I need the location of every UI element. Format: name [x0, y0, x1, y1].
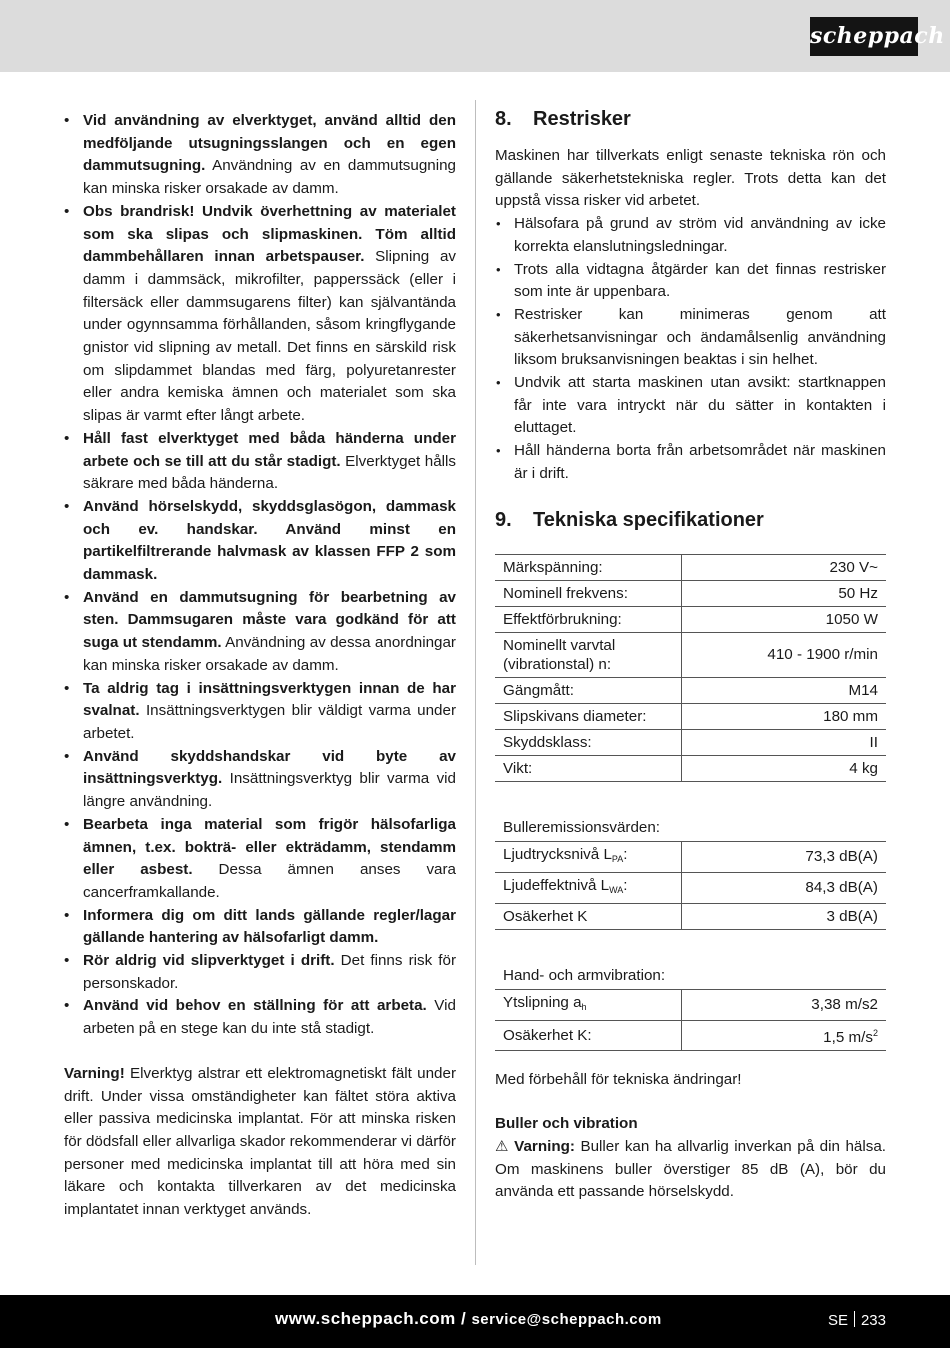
spec-table — [495, 554, 886, 1051]
warning-triangle-icon: ⚠ — [495, 1138, 509, 1156]
table-row: Osäkerhet K: 1,5 $m/s^2$ — [495, 1020, 886, 1050]
scheppach-logo: scheppach — [810, 17, 918, 56]
list-item: • Använd en dammutsugning för bearbetning av sten. Dammsugaren måste vara godkänd för att suga ut stendamm. Användning av dessa anordningar kan minska risker orsakade av damm. — [64, 587, 456, 678]
list-item: • Hälsofara på grund av ström vid användning av icke korrekta elanslutningsledningar. — [495, 213, 886, 258]
table-row: Vikt: 4 kg — [495, 755, 886, 781]
table-row: Skyddsklass: II — [495, 729, 886, 755]
implant-warning: Varning! Elverktyg alstrar ett elektromagnetiskt fält under drift. Under vissa omständigheter kan fältet störa aktiva eller passiva medicinska implantat. För att minska risken för dödsfall eller allvarliga skador rekommenderar vi därför personer med medicinska implantat till att höra med sin läkare och kontakta tillverkaren av det medicinska implantatet innan verktyget används. — [64, 1064, 456, 1219]
list-item: • Informera dig om ditt lands gällande regler/lagar gällande hantering av hälsofarligt damm. — [64, 905, 456, 950]
list-item: • Ta aldrig tag i insättningsverktygen innan de har svalnat. Insättningsverktygen blir väldigt varma under arbetet. — [64, 678, 456, 746]
safety-list — [64, 110, 456, 1041]
list-item: • Vid användning av elverktyget, använd alltid den medföljande utsugningsslangen och en egen dammutsugning. Användning av en dammutsugning kan minska risker orsakade av damm. — [64, 110, 456, 201]
list-item: • Håll händerna borta från arbetsområdet när maskinen är i drift. — [495, 440, 886, 485]
left-column — [64, 110, 456, 1222]
restrisker-list — [495, 213, 886, 485]
section-heading-specs: 9. Tekniska specifikationer — [495, 508, 764, 531]
restrisker-intro: Maskinen har tillverkats enligt senaste tekniska rön och gällande säkerhetstekniska regler. Trots detta kan det uppstå vissa risker vid arbetet. — [495, 147, 886, 210]
table-row: Ytslipning $a_h$ 3,38 m/s2 — [495, 989, 886, 1020]
list-item: • Trots alla vidtagna åtgärder kan det finnas restrisker som inte är uppenbara. — [495, 259, 886, 304]
footer-contact — [275, 1309, 662, 1329]
table-row: Nominellt varvtal (vibrationstal) n: 410 - 1900 r/min — [495, 632, 886, 677]
list-item: • Undvik att starta maskinen utan avsikt: startknappen får inte vara intryckt när du sätter in kontakten i eluttaget. — [495, 372, 886, 440]
footer-bar — [0, 1295, 950, 1348]
list-item: • Använd vid behov en ställning för att arbeta. Vid arbeten på en stege kan du inte stå stadigt. — [64, 995, 456, 1040]
column-divider — [475, 100, 476, 1265]
table-row: Osäkerhet K 3 dB(A) — [495, 903, 886, 929]
email-link[interactable]: service@scheppach.com — [471, 1311, 662, 1328]
header-bar — [0, 0, 950, 72]
website-link[interactable]: www.scheppach.com / — [275, 1309, 467, 1328]
list-item: • Rör aldrig vid slipverktyget i drift. Det finns risk för personskador. — [64, 950, 456, 995]
table-row: Gängmått: M14 — [495, 677, 886, 703]
table-row: Nominell frekvens: 50 Hz — [495, 580, 886, 606]
noise-warning: ⚠ Varning: Buller kan ha allvarlig inverkan på din hälsa. Om maskinens buller överstiger 85 dB (A), bör du använda ett passande hörselskydd. — [495, 1138, 886, 1201]
reservation-note: Med förbehåll för tekniska ändringar! — [495, 1070, 742, 1088]
list-item: • Restrisker kan minimeras genom att säkerhetsanvisningar och ändamålsenlig användning liksom bruksanvisningen beaktas i sin helhet. — [495, 304, 886, 372]
section-heading-restrisker: 8. Restrisker — [495, 108, 631, 130]
table-subheader: Bulleremissionsvärden: — [503, 818, 661, 836]
right-column — [495, 105, 886, 1204]
table-row: Effektförbrukning: 1050 W — [495, 606, 886, 632]
list-item: • Använd skyddshandskar vid byte av insättningsverktyg. Insättningsverktyg blir varma vid längre användning. — [64, 746, 456, 814]
table-row: Slipskivans diameter: 180 mm — [495, 703, 886, 729]
table-subheader: Hand- och armvibration: — [503, 966, 666, 984]
table-row: Ljudeffektnivå $L_{WA}$: 84,3 dB(A) — [495, 872, 886, 903]
list-item: • Bearbeta inga material som frigör hälsofarliga ämnen, t.ex. bokträ- eller ekträdamm, stendamm eller asbest. Dessa ämnen anses vara cancerframkallande. — [64, 814, 456, 905]
table-row: Ljudtrycksnivå $L_{PA}$: 73,3 dB(A) — [495, 841, 886, 872]
list-item: • Obs brandrisk! Undvik överhettning av materialet som ska slipas och slipmaskinen. Töm alltid dammbehållaren innan arbetspauser. Slipning av damm i dammsäck, mikrofilter, papperssäck (eller i filtersäck eller dammsugarens filter) kan självantända under ogynnsamma förhållanden, såsom kringflygande gnistor vid slipning av metall. Det finns en särskild risk om slipdammet blandas med färg, polyuretanrester eller andra kemiska ämnen och materialet som ska slipas är varmt efter långt arbete. — [64, 201, 456, 428]
list-item: • Använd hörselskydd, skyddsglasögon, dammask och ev. handskar. Använd minst en partikelfiltrerande halvmask av klassen FFP 2 som dammask. — [64, 496, 456, 587]
table-row: Märkspänning: 230 V~ — [495, 554, 886, 580]
noise-vibration-heading: Buller och vibration — [495, 1115, 638, 1133]
page-indicator: SE 233 — [827, 1312, 886, 1329]
list-item: • Håll fast elverktyget med båda händerna under arbete och se till att du står stadigt. Elverktyget hålls säkrare med båda händerna. — [64, 428, 456, 496]
